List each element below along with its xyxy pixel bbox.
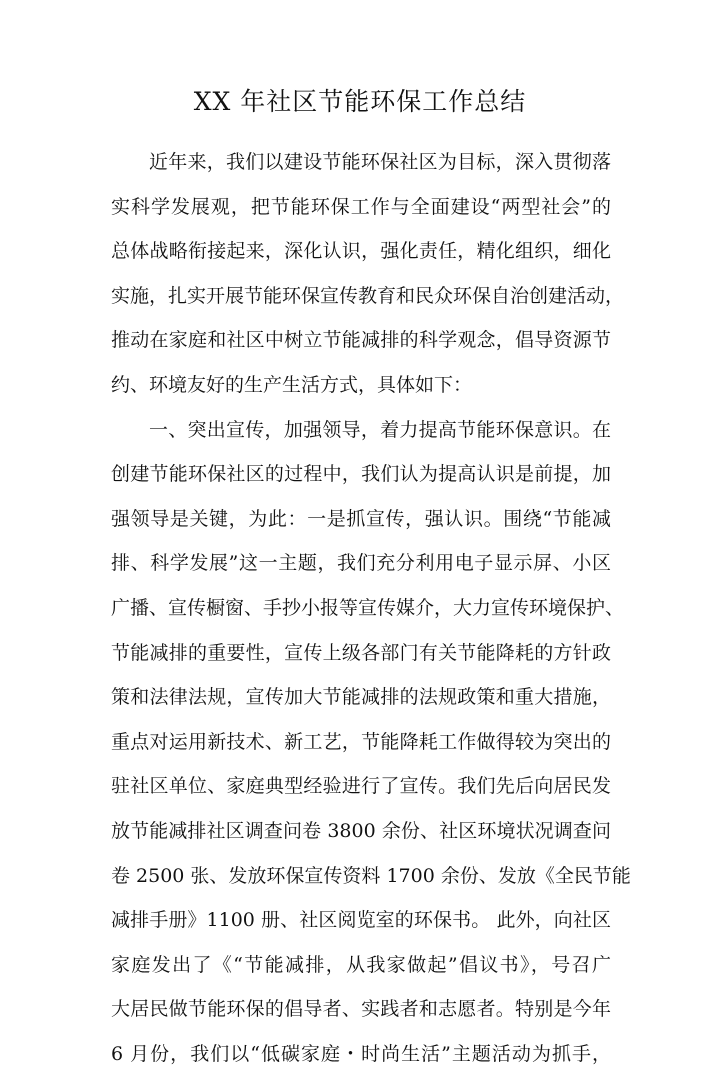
document-body <box>111 140 631 1076</box>
document-title: XX 年社区节能环保工作总结 <box>193 87 527 116</box>
body-line <box>111 675 611 720</box>
body-line-text: 放节能减排社区调查问卷 3800 余份、社区环境状况调查问 <box>111 819 611 842</box>
body-line-text: 总体战略衔接起来，深化认识，强化责任，精化组织，细化 <box>111 240 611 263</box>
body-line-text: 近年来，我们以建设节能环保社区为目标，深入贯彻落 <box>149 151 611 173</box>
body-line <box>111 809 611 854</box>
body-line-text: 大居民做节能环保的倡导者、实践者和志愿者。特别是今年 <box>111 998 611 1021</box>
body-line-text: 家庭发出了《“节能减排，从我家做起”倡议书》，号召广 <box>111 953 611 976</box>
body-line-text: 一、突出宣传，加强领导，着力提高节能环保意识。在 <box>149 418 611 441</box>
body-line <box>111 720 611 765</box>
body-line-text: 驻社区单位、家庭典型经验进行了宣传。我们先后向居民发 <box>111 775 611 798</box>
body-line <box>111 854 631 899</box>
body-line-text: 策和法律法规，宣传加大节能减排的法规政策和重大措施， <box>111 686 611 709</box>
body-line <box>111 586 625 631</box>
body-line <box>111 318 611 363</box>
body-line <box>111 631 611 676</box>
body-line-text: 广播、宣传橱窗、手抄小报等宣传媒介，大力宣传环境保护、 <box>111 596 625 619</box>
body-line <box>111 363 611 408</box>
body-line-text: 创建节能环保社区的过程中，我们认为提高认识是前提，加 <box>111 463 611 486</box>
body-line-text: 6 月份，我们以“低碳家庭・时尚生活”主题活动为抓手， <box>111 1042 611 1065</box>
body-line <box>111 229 611 274</box>
body-line-text: 推动在家庭和社区中树立节能减排的科学观念，倡导资源节 <box>111 329 611 352</box>
body-line <box>111 497 611 542</box>
body-line-text: 强领导是关键，为此：一是抓宣传，强认识。围绕“节能减 <box>111 507 611 530</box>
body-line-text: 实施，扎实开展节能环保宣传教育和民众环保自治创建活动， <box>111 284 625 307</box>
body-line <box>111 140 611 185</box>
body-line <box>111 764 611 809</box>
body-line-text: 实科学发展观，把节能环保工作与全面建设“两型社会”的 <box>111 195 611 218</box>
body-line-text: 减排手册》1100 册、社区阅览室的环保书。 此外，向社区 <box>111 909 611 932</box>
body-line <box>111 274 625 319</box>
body-line-text: 节能减排的重要性，宣传上级各部门有关节能降耗的方针政 <box>111 641 611 664</box>
body-line-text: 重点对运用新技术、新工艺，节能降耗工作做得较为突出的 <box>111 730 611 753</box>
body-line <box>111 943 611 988</box>
body-line <box>111 898 611 943</box>
body-line-text: 约、环境友好的生产生活方式，具体如下： <box>111 373 473 396</box>
body-line-text: 卷 2500 张、发放环保宣传资料 1700 余份、发放《全民节能 <box>111 864 631 887</box>
body-line <box>111 541 611 586</box>
body-line <box>111 1032 611 1076</box>
body-line <box>111 987 611 1032</box>
body-line-text: 排、科学发展”这一主题，我们充分利用电子显示屏、小区 <box>111 552 611 575</box>
body-line <box>111 408 611 453</box>
body-line <box>111 185 611 230</box>
body-line <box>111 452 611 497</box>
